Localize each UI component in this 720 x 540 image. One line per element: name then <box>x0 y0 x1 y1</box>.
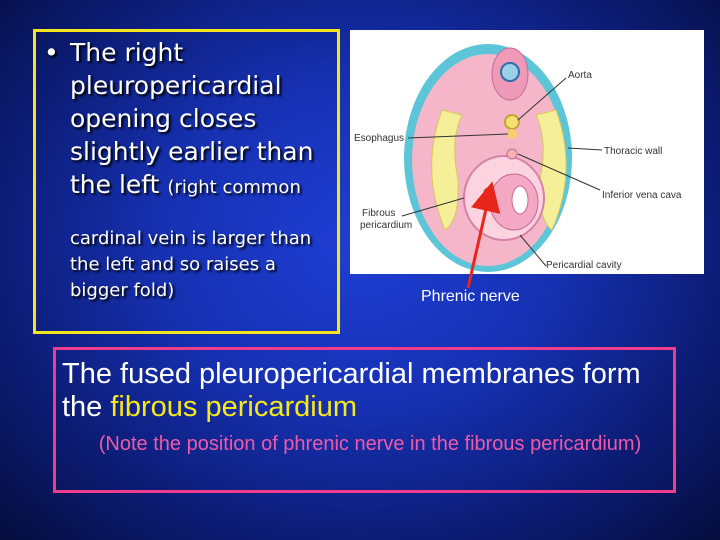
pericardium-label: pericardium <box>360 220 413 231</box>
aorta-label: Aorta <box>568 70 592 81</box>
bullet-paren-start: (right common <box>167 177 301 198</box>
phrenic-nerve-dot <box>484 188 492 196</box>
bullet-text <box>70 36 334 204</box>
caption-highlight: fibrous pericardium <box>110 391 357 423</box>
inferior-vena-cava-label: Inferior vena cava <box>602 190 682 201</box>
thoracic-wall-line <box>568 148 602 150</box>
phrenic-nerve-label: Phrenic nerve <box>421 288 520 305</box>
pericardium-cross-section-figure <box>350 30 704 274</box>
bullet-paren-rest: cardinal vein is larger than the left and so raises a bigger fold) <box>70 228 312 301</box>
inferior-vena-cava-shape <box>507 149 517 159</box>
ventricle-shape <box>512 186 528 214</box>
pericardial-cavity-label: Pericardial cavity <box>546 260 622 271</box>
fibrous-label: Fibrous <box>362 208 396 219</box>
bullet-main-text: The right pleuropericardial opening closes slightly earlier than the left <box>70 38 314 199</box>
caption-note: (Note the position of phrenic nerve in the fibrous pericardium) <box>98 433 642 455</box>
caption-line-start: The fused pleuropericardial membranes form the <box>62 358 641 423</box>
cross-section-diagram <box>350 30 704 274</box>
esophagus-shape <box>507 129 517 139</box>
thoracic-wall-label: Thoracic wall <box>604 146 663 157</box>
bullet-marker: • <box>44 38 59 67</box>
caption-main <box>62 358 662 424</box>
spinal-cord-shape <box>501 63 519 81</box>
bullet-point <box>44 36 334 204</box>
esophagus-label: Esophagus <box>354 133 405 144</box>
aorta-shape <box>505 115 519 129</box>
